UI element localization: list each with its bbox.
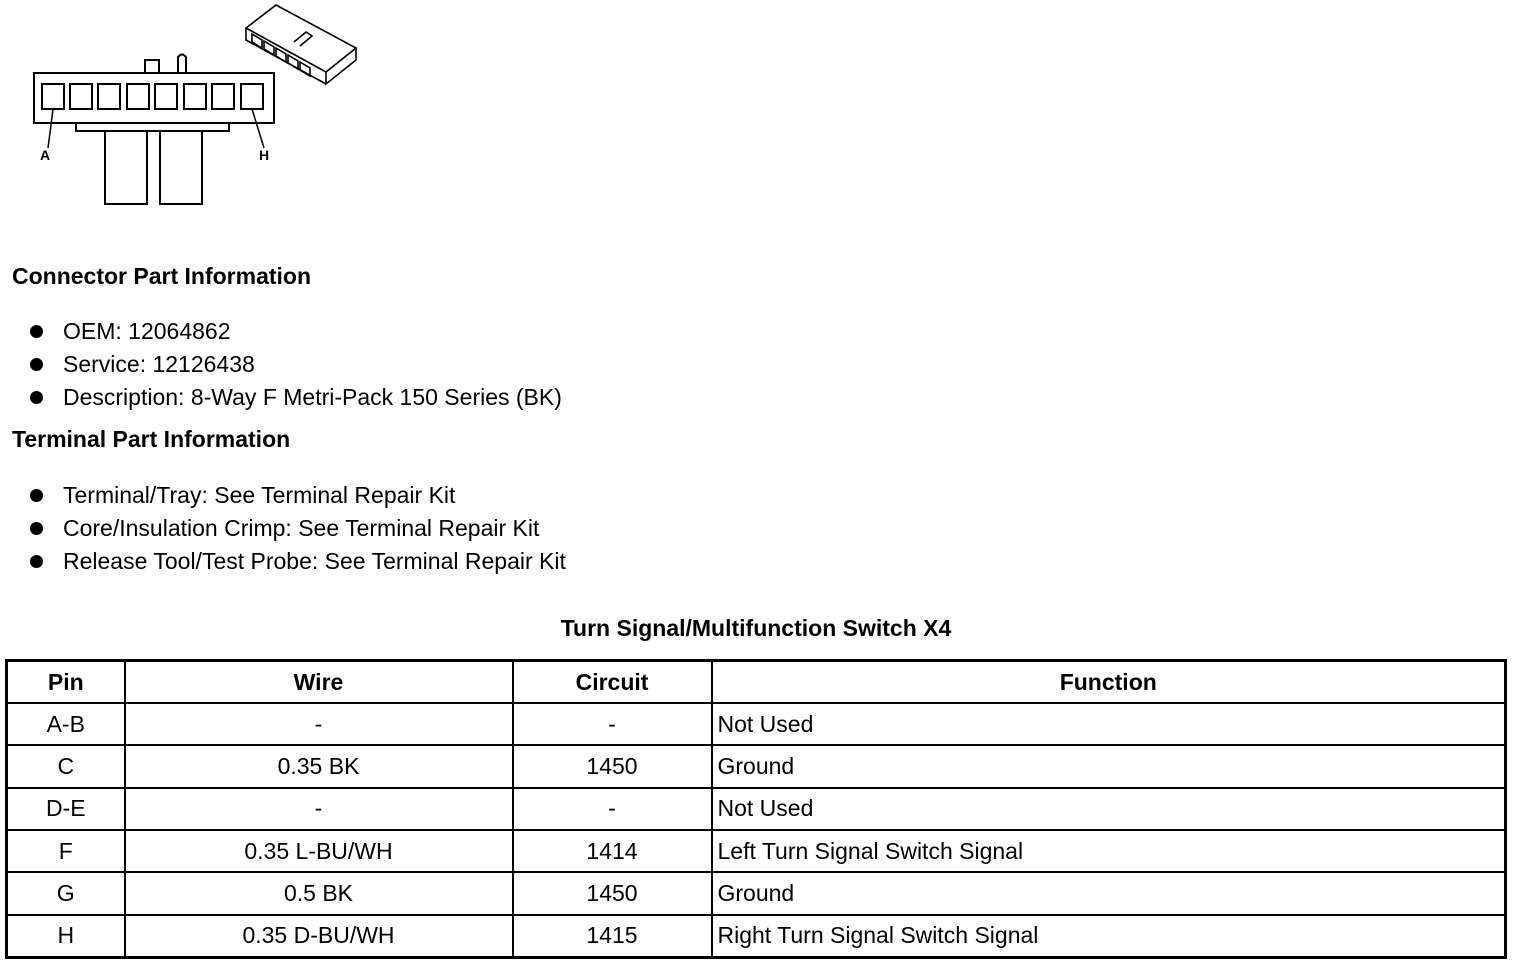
cell-circuit: 1414 [513,830,712,872]
cell-circuit: 1450 [513,872,712,914]
cell-circuit: 1450 [513,745,712,787]
table-row [7,788,1506,830]
list-item [28,479,566,512]
connector-latch-hook [178,55,186,74]
table-header-row [7,661,1506,704]
bullet-icon [30,489,43,502]
table-row [7,745,1506,787]
list-item-text: Core/Insulation Crimp: See Terminal Repair Kit [63,515,540,541]
cell-wire: 0.35 L-BU/WH [125,830,513,872]
bullet-icon [30,391,43,404]
pin-cavities [42,84,263,109]
list-item [28,348,562,381]
cell-pin: G [7,872,125,914]
header-circuit: Circuit [513,661,712,704]
terminal-info-heading: Terminal Part Information [12,426,291,452]
bullet-icon [30,522,43,535]
header-wire: Wire [125,661,513,704]
bullet-icon [30,555,43,568]
harness-leg-left [105,131,147,204]
cell-circuit: - [513,703,712,745]
list-item-text: Release Tool/Test Probe: See Terminal Repair Kit [63,548,566,574]
header-pin: Pin [7,661,125,704]
cell-function: Ground [712,745,1506,787]
table-row [7,830,1506,872]
table-row [7,703,1506,745]
table-row [7,915,1506,958]
cell-wire: 0.5 BK [125,872,513,914]
list-item-text: Terminal/Tray: See Terminal Repair Kit [63,482,456,508]
pin-label-a: A [40,147,51,163]
table-row [7,872,1506,914]
pin-label-h: H [259,147,270,163]
connector-diagram [0,0,380,215]
connector-info-heading: Connector Part Information [12,263,312,289]
list-item [28,315,562,348]
cell-pin: C [7,745,125,787]
cell-function: Not Used [712,788,1506,830]
cell-pin: A-B [7,703,125,745]
list-item-text: Service: 12126438 [63,351,255,377]
connector-rear-lip [76,123,229,131]
harness-leg-right [160,131,202,204]
list-item [28,381,562,414]
cell-circuit: 1415 [513,915,712,958]
bullet-icon [30,358,43,371]
cell-wire: - [125,703,513,745]
bullet-icon [30,325,43,338]
header-function: Function [712,661,1506,704]
list-item [28,545,566,578]
cell-function: Not Used [712,703,1506,745]
pin-table [5,659,1507,959]
list-item [28,512,566,545]
cell-function: Ground [712,872,1506,914]
list-item-text: Description: 8-Way F Metri-Pack 150 Series (BK) [63,384,562,410]
cell-wire: 0.35 D-BU/WH [125,915,513,958]
table-title: Turn Signal/Multifunction Switch X4 [560,615,952,641]
connector-latch [145,60,159,73]
cell-function: Right Turn Signal Switch Signal [712,915,1506,958]
list-item-text: OEM: 12064862 [63,318,231,344]
cell-pin: H [7,915,125,958]
connector-info-list [28,315,562,414]
cell-pin: D-E [7,788,125,830]
cell-circuit: - [513,788,712,830]
cell-wire: 0.35 BK [125,745,513,787]
cell-function: Left Turn Signal Switch Signal [712,830,1506,872]
terminal-info-list [28,479,566,578]
cell-pin: F [7,830,125,872]
cell-wire: - [125,788,513,830]
